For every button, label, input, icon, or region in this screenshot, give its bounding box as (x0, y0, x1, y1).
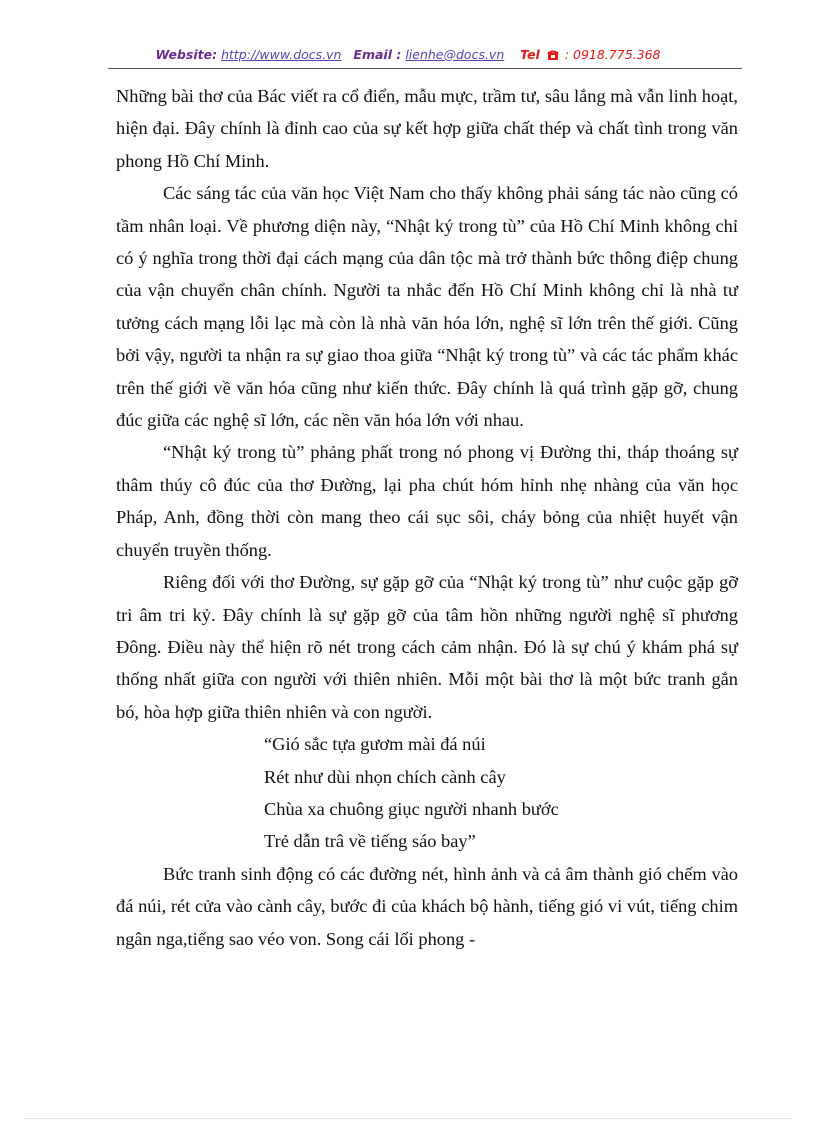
page-header (0, 47, 816, 63)
phone-number: : 0918.775.368 (564, 47, 661, 62)
header-divider (108, 68, 742, 69)
poem-quote (116, 728, 738, 858)
paragraph: Bức tranh sinh động có các đường nét, hình ảnh và cả âm thành gió chếm vào đá núi, rét cửa vào cành cây, bước đi của khách bộ hành, tiếng gió vi vút, tiếng chim ngân nga,tiếng sao véo von. Song cái lối phong - (116, 863, 738, 949)
email-label: Email : (353, 47, 402, 62)
poem-line: Rét như dùi nhọn chích cành cây (264, 766, 506, 787)
tel-label: Tel (520, 47, 540, 62)
paragraph: Các sáng tác của văn học Việt Nam cho thấy không phải sáng tác nào cũng có tầm nhân loại. Về phương diện này, “Nhật ký trong tù” của Hồ Chí Minh không chỉ có ý nghĩa trong thời đại cách mạng của dân tộc mà trở thành bức thông điệp chung của vận chuyển chân chính. Người ta nhắc đến Hồ Chí Minh không chỉ là nhà tư tưởng cách mạng lỗi lạc mà còn là nhà văn hóa lớn, nghệ sĩ lớn trên thế giới. Cũng bởi vậy, người ta nhận ra sự giao thoa giữa “Nhật ký trong tù” và các tác phẩm khác trên thế giới về văn hóa cũng như kiến thức. Đây chính là quá trình gặp gỡ, chung đúc giữa các nghệ sĩ lớn, các nền văn hóa lớn với nhau. (116, 183, 738, 431)
website-label: Website: (155, 47, 218, 62)
poem-line: “Gió sắc tựa gươm mài đá núi (264, 734, 486, 755)
paragraph: Những bài thơ của Bác viết ra cổ điển, mẫu mực, trầm tư, sâu lắng mà vẫn linh hoạt, hiện đại. Đây chính là đỉnh cao của sự kết hợp giữa chất thép và chất tình trong văn phong Hồ Chí Minh. (116, 86, 738, 171)
document-body (116, 80, 738, 955)
footer-divider (25, 1118, 791, 1119)
poem-line: Chùa xa chuông giục người nhanh bước (264, 798, 559, 819)
paragraph: Riêng đối với thơ Đường, sự gặp gỡ của “Nhật ký trong tù” như cuộc gặp gỡ tri âm tri kỷ. Đây chính là sự gặp gỡ của tâm hồn những người nghệ sĩ phương Đông. Điều này thể hiện rõ nét trong cách cảm nhận. Đó là sự chú ý khám phá sự thống nhất giữa con người với thiên nhiên. Mỗi một bài thơ là một bức tranh gắn bó, hòa hợp giữa thiên nhiên và con người. (116, 572, 738, 722)
email-link[interactable]: lienhe@docs.vn (405, 47, 505, 62)
paragraph: “Nhật ký trong tù” phảng phất trong nó phong vị Đường thi, tháp thoáng sự thâm thúy cô đúc của thơ Đường, lại pha chút hóm hỉnh nhẹ nhàng của văn học Pháp, Anh, đồng thời còn mang theo cái sục sôi, cháy bỏng của nhiệt huyết vận chuyển truyền thống. (116, 442, 738, 560)
poem-line: Trẻ dẫn trâ về tiếng sáo bay” (264, 831, 476, 852)
website-link[interactable]: http://www.docs.vn (221, 47, 342, 62)
phone-icon (547, 48, 559, 63)
